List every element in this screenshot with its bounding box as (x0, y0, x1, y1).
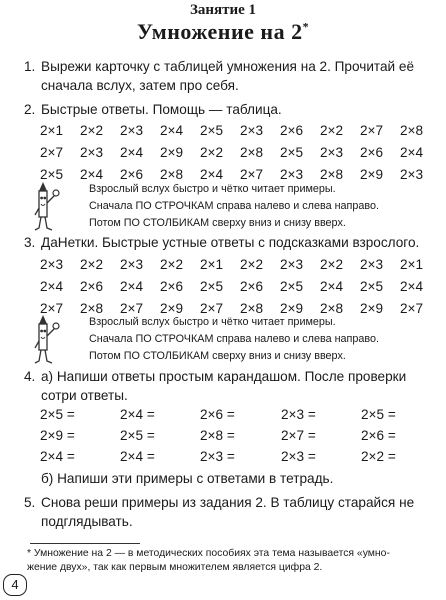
task4-example: 2×5 = (120, 428, 155, 443)
task-5-line-2: подглядывать. (41, 514, 133, 529)
task-1-line-1: Вырежи карточку с таблицей умножения на 2. Прочитай её (41, 59, 415, 74)
task3-example: 2×7 (120, 301, 144, 316)
task2-row (40, 143, 440, 163)
task4-example: 2×7 = (281, 428, 316, 443)
task-4a-line-2: сотри ответы. (41, 388, 128, 403)
task3-example: 2×8 (320, 301, 344, 316)
task3-example: 2×8 (80, 301, 104, 316)
task3-example: 2×3 (280, 257, 304, 272)
task3-example: 2×1 (400, 257, 424, 272)
task4-example: 2×3 = (281, 407, 316, 422)
task3-example: 2×2 (240, 257, 264, 272)
task2-example: 2×4 (160, 123, 184, 138)
task-2-note-3: Потом ПО СТОЛБИКАМ сверху вниз и снизу вверх. (89, 217, 346, 229)
task-2-number: 2. (24, 102, 36, 117)
task2-example: 2×8 (240, 145, 264, 160)
page-number: 4 (3, 574, 27, 596)
task2-example: 2×3 (320, 145, 344, 160)
pencil-mascot-icon (34, 180, 68, 234)
title-footnote-mark: * (302, 19, 310, 34)
task2-example: 2×7 (360, 123, 384, 138)
task2-example: 2×2 (200, 145, 224, 160)
task2-example: 2×8 (320, 167, 344, 182)
task2-example: 2×4 (400, 145, 424, 160)
task3-example: 2×2 (80, 257, 104, 272)
task3-example: 2×3 (40, 257, 64, 272)
task3-example: 2×4 (320, 279, 344, 294)
task2-example: 2×3 (400, 167, 424, 182)
task2-example: 2×3 (120, 123, 144, 138)
task3-example: 2×5 (280, 279, 304, 294)
task-2-note-1: Взрослый вслух быстро и чётко читает примеры. (89, 183, 336, 195)
task2-example: 2×3 (240, 123, 264, 138)
footnote-line-2: жение двух», так как первым множителем является цифра 2. (27, 562, 323, 573)
task-2-note-2: Сначала ПО СТРОЧКАМ справа налево и слева направо. (89, 200, 380, 212)
task2-example: 2×1 (40, 123, 64, 138)
task3-example: 2×5 (360, 279, 384, 294)
task4-example: 2×3 = (281, 449, 316, 464)
task-3-note-1: Взрослый вслух быстро и чётко читает примеры. (89, 316, 336, 328)
task-1-number: 1. (24, 59, 36, 74)
task2-example: 2×9 (160, 145, 184, 160)
task2-example: 2×4 (80, 167, 104, 182)
task-5-number: 5. (24, 495, 36, 510)
task2-example: 2×5 (200, 123, 224, 138)
task2-example: 2×4 (120, 145, 144, 160)
task2-example: 2×5 (280, 145, 304, 160)
task3-row (40, 277, 440, 297)
task-3-number: 3. (24, 235, 36, 250)
lesson-title (0, 19, 446, 45)
task3-example: 2×6 (240, 279, 264, 294)
task3-example: 2×7 (400, 301, 424, 316)
task2-example: 2×7 (40, 145, 64, 160)
task-3-note-3: Потом ПО СТОЛБИКАМ сверху вниз и снизу вверх. (89, 350, 346, 362)
task2-row (40, 121, 440, 141)
task3-example: 2×5 (200, 279, 224, 294)
task4-example: 2×9 = (40, 428, 75, 443)
task3-example: 2×1 (200, 257, 224, 272)
task3-row (40, 255, 440, 275)
task2-example: 2×8 (160, 167, 184, 182)
task4-example: 2×6 = (200, 407, 235, 422)
task3-example: 2×2 (160, 257, 184, 272)
task4-example: 2×2 = (361, 449, 396, 464)
task3-example: 2×4 (120, 279, 144, 294)
task4-example: 2×4 = (120, 407, 155, 422)
task2-example: 2×5 (40, 167, 64, 182)
task-1-line-2: сначала вслух, затем про себя. (41, 78, 239, 93)
footnote-divider (30, 543, 140, 544)
task3-example: 2×3 (120, 257, 144, 272)
task-4a-line-1: а) Напиши ответы простым карандашом. После проверки (41, 369, 407, 384)
task2-example: 2×3 (80, 145, 104, 160)
task3-example: 2×4 (400, 279, 424, 294)
task2-example: 2×6 (120, 167, 144, 182)
task3-example: 2×8 (240, 301, 264, 316)
task2-example: 2×2 (320, 123, 344, 138)
task4-example: 2×4 = (40, 449, 75, 464)
task3-example: 2×7 (40, 301, 64, 316)
task3-example: 2×4 (40, 279, 64, 294)
task2-example: 2×8 (400, 123, 424, 138)
task3-example: 2×9 (160, 301, 184, 316)
task2-example: 2×3 (280, 167, 304, 182)
task4-example: 2×3 = (200, 449, 235, 464)
task3-example: 2×6 (80, 279, 104, 294)
task2-example: 2×6 (280, 123, 304, 138)
task2-example: 2×6 (360, 145, 384, 160)
pencil-mascot-icon (34, 313, 68, 367)
lesson-title-text: Умножение на 2 (136, 19, 303, 44)
task3-example: 2×2 (320, 257, 344, 272)
task4-example: 2×8 = (200, 428, 235, 443)
task-2-title: Быстрые ответы. Помощь — таблица. (41, 102, 282, 117)
task2-example: 2×7 (240, 167, 264, 182)
task-4b-text: б) Напиши эти примеры с ответами в тетрадь. (41, 471, 334, 486)
lesson-label: Занятие 1 (189, 2, 257, 18)
task-3-title: ДаНетки. Быстрые устные ответы с подсказками взрослого. (41, 235, 420, 250)
task2-example: 2×4 (200, 167, 224, 182)
task-4-number: 4. (24, 369, 36, 384)
task-3-note-2: Сначала ПО СТРОЧКАМ справа налево и слева направо. (89, 333, 380, 345)
task4-example: 2×4 = (120, 449, 155, 464)
task4-example: 2×5 = (40, 407, 75, 422)
task2-example: 2×9 (360, 167, 384, 182)
task2-example: 2×2 (80, 123, 104, 138)
task3-example: 2×7 (200, 301, 224, 316)
task4-example: 2×6 = (361, 428, 396, 443)
task3-example: 2×3 (360, 257, 384, 272)
footnote-line-1: * Умножение на 2 — в методических пособиях эта тема называется «умно- (27, 548, 390, 559)
task3-example: 2×6 (160, 279, 184, 294)
task4-example: 2×5 = (361, 407, 396, 422)
task3-example: 2×9 (280, 301, 304, 316)
task-5-line-1: Снова реши примеры из задания 2. В таблицу старайся не (41, 495, 415, 510)
task3-example: 2×9 (360, 301, 384, 316)
